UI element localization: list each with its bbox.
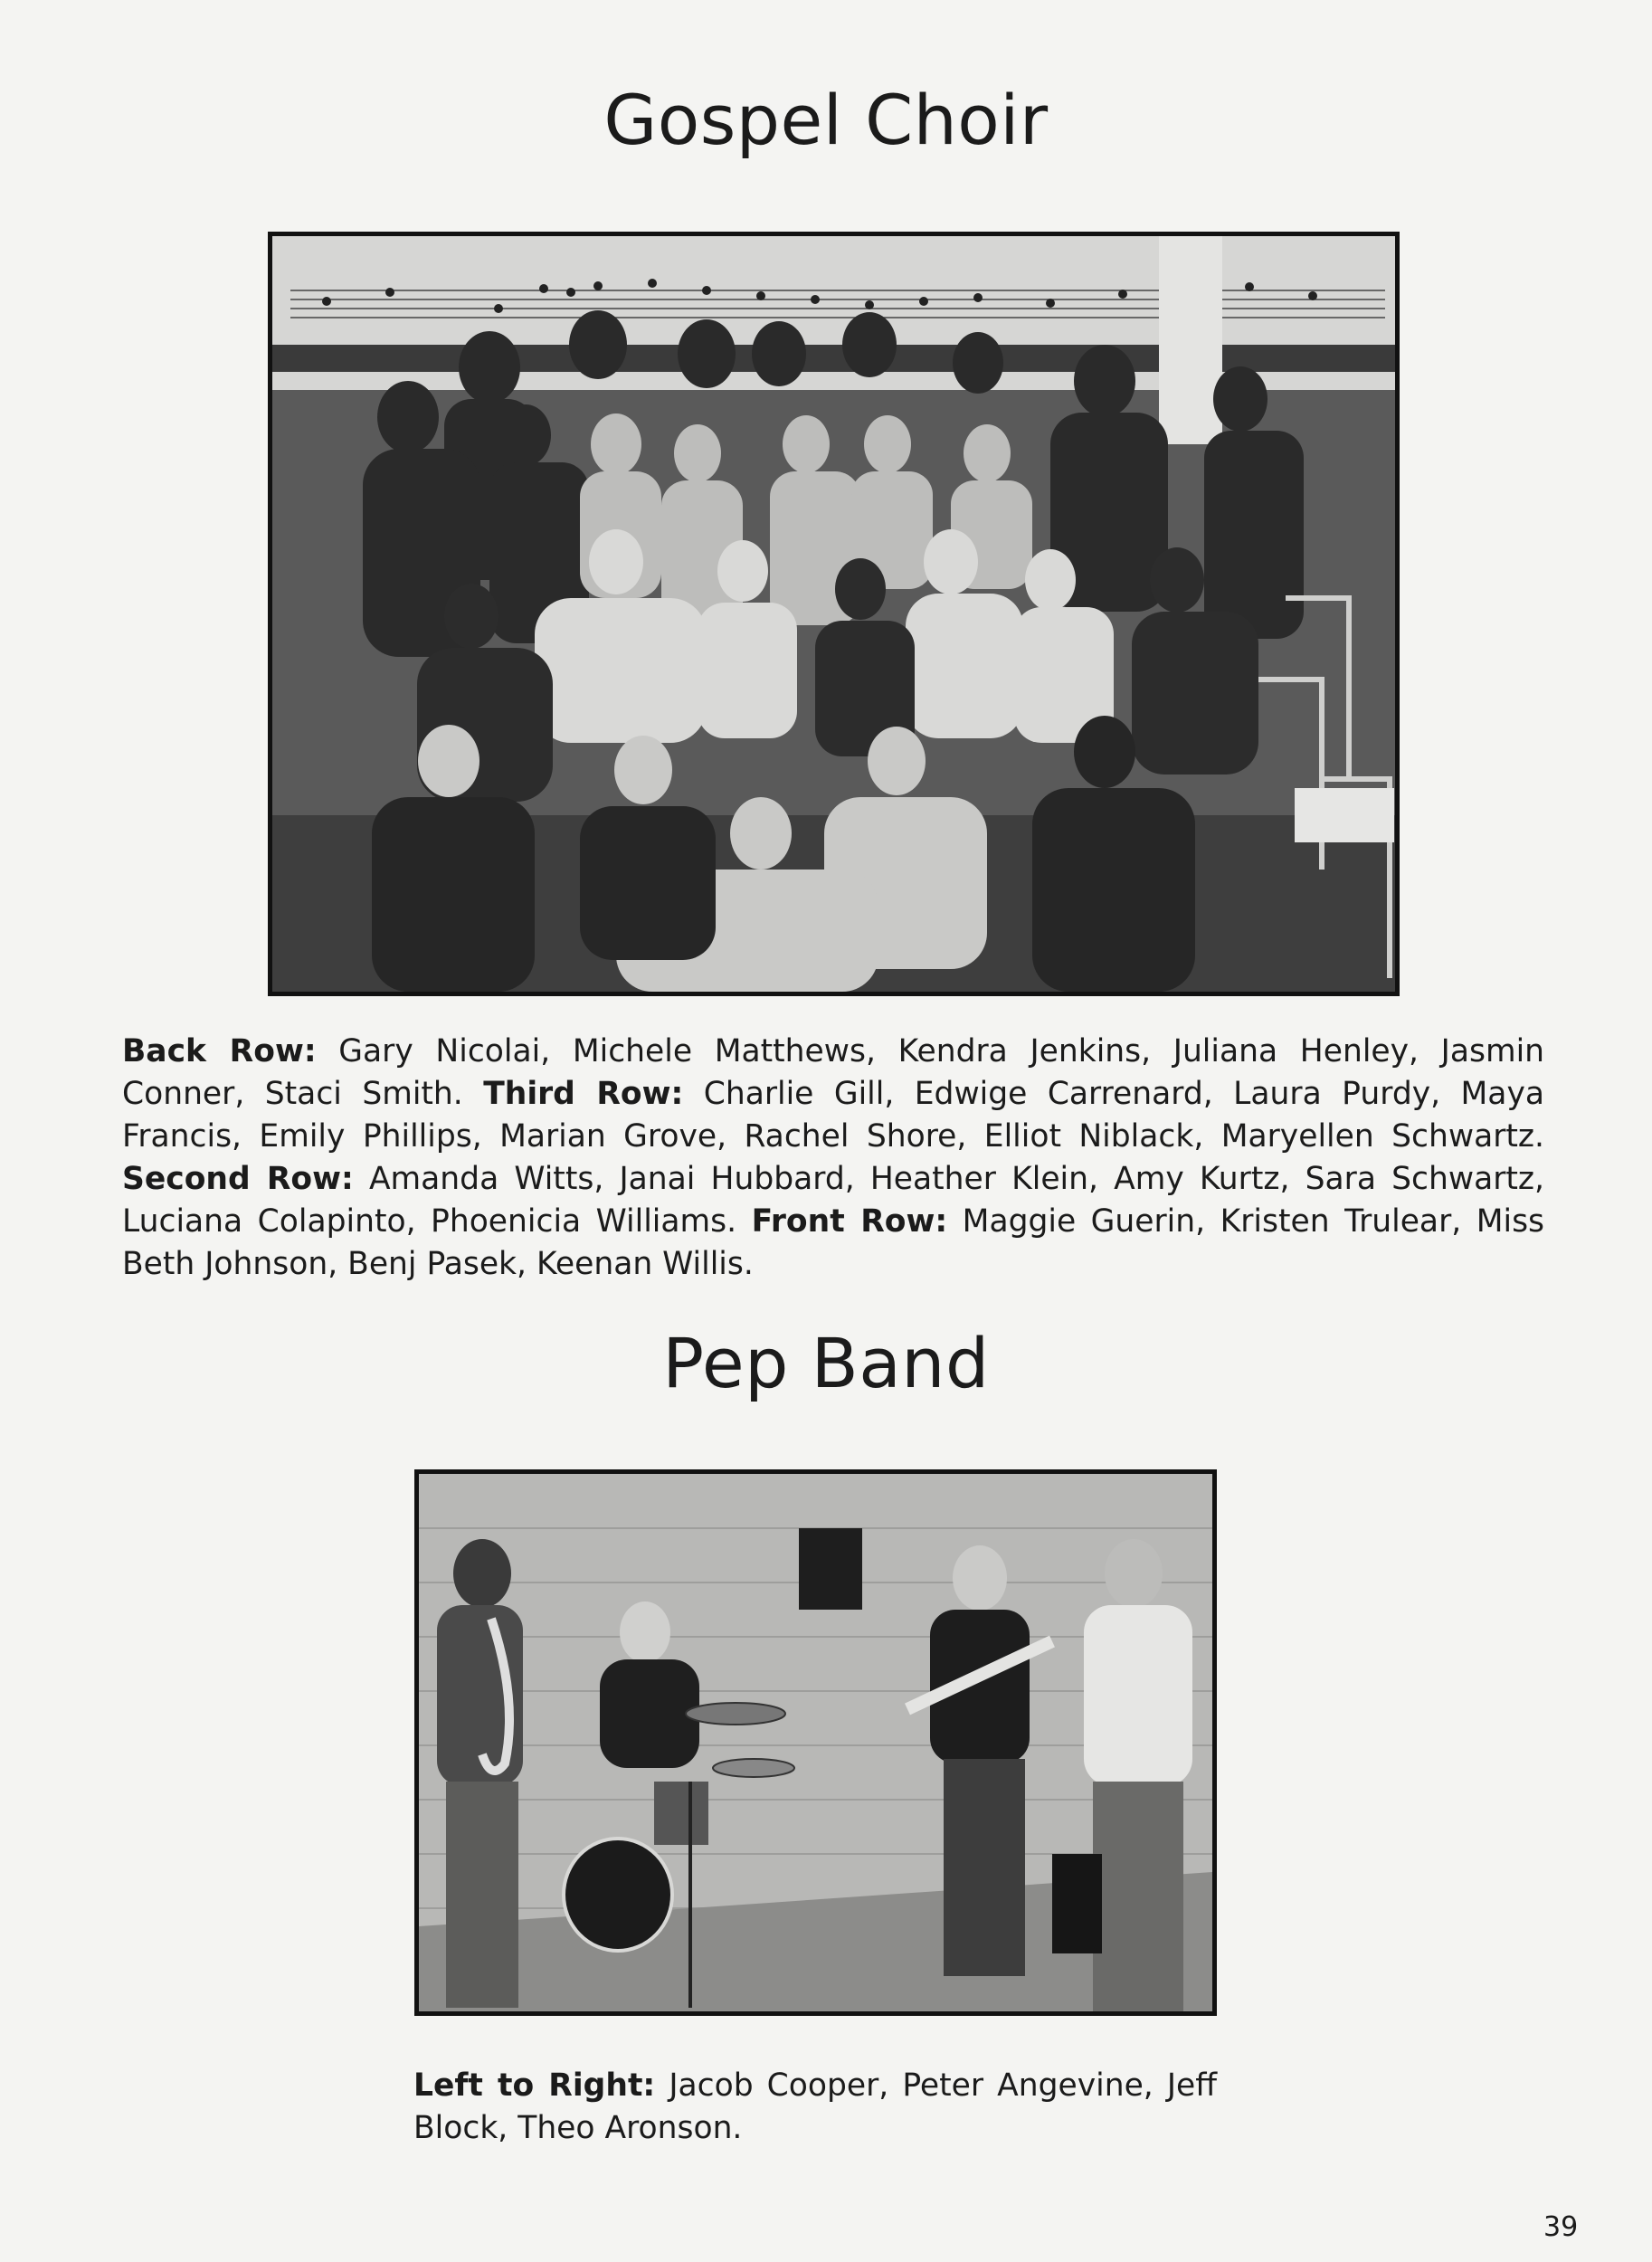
gospel-choir-photo: [268, 232, 1400, 996]
caption-row-label: Back Row:: [122, 1033, 317, 1069]
caption-row-label: Third Row:: [483, 1076, 684, 1112]
caption-row-names: Jacob Cooper, Peter Angevine, Jeff Block, Theo Aronson.: [413, 2067, 1218, 2146]
pep-band-photo: [414, 1469, 1217, 2016]
gospel-choir-caption: [122, 1031, 1544, 1286]
page-number: 39: [1543, 2211, 1579, 2243]
pep-band-title: Pep Band: [662, 1323, 990, 1403]
caption-row-label: Front Row:: [751, 1203, 948, 1240]
caption-row-names: Gary Nicolai, Michele Matthews, Kendra Jenkins, Juliana Henley, Jasmin Conner, Staci Smith.: [122, 1033, 1545, 1112]
pep-band-caption: [413, 2065, 1217, 2150]
caption-row-names: Maggie Guerin, Kristen Trulear, Miss Beth Johnson, Benj Pasek, Keenan Willis.: [122, 1203, 1545, 1282]
caption-row-label: Second Row:: [122, 1161, 354, 1197]
caption-row-names: Charlie Gill, Edwige Carrenard, Laura Purdy, Maya Francis, Emily Phillips, Marian Grove, Rachel Shore, Elliot Niblack, Maryellen Schwartz.: [122, 1076, 1545, 1155]
caption-row-names: Amanda Witts, Janai Hubbard, Heather Klein, Amy Kurtz, Sara Schwartz, Luciana Colapinto, Phoenicia Williams.: [122, 1161, 1544, 1240]
caption-row-label: Left to Right:: [413, 2067, 656, 2104]
gospel-choir-title: Gospel Choir: [603, 80, 1049, 160]
